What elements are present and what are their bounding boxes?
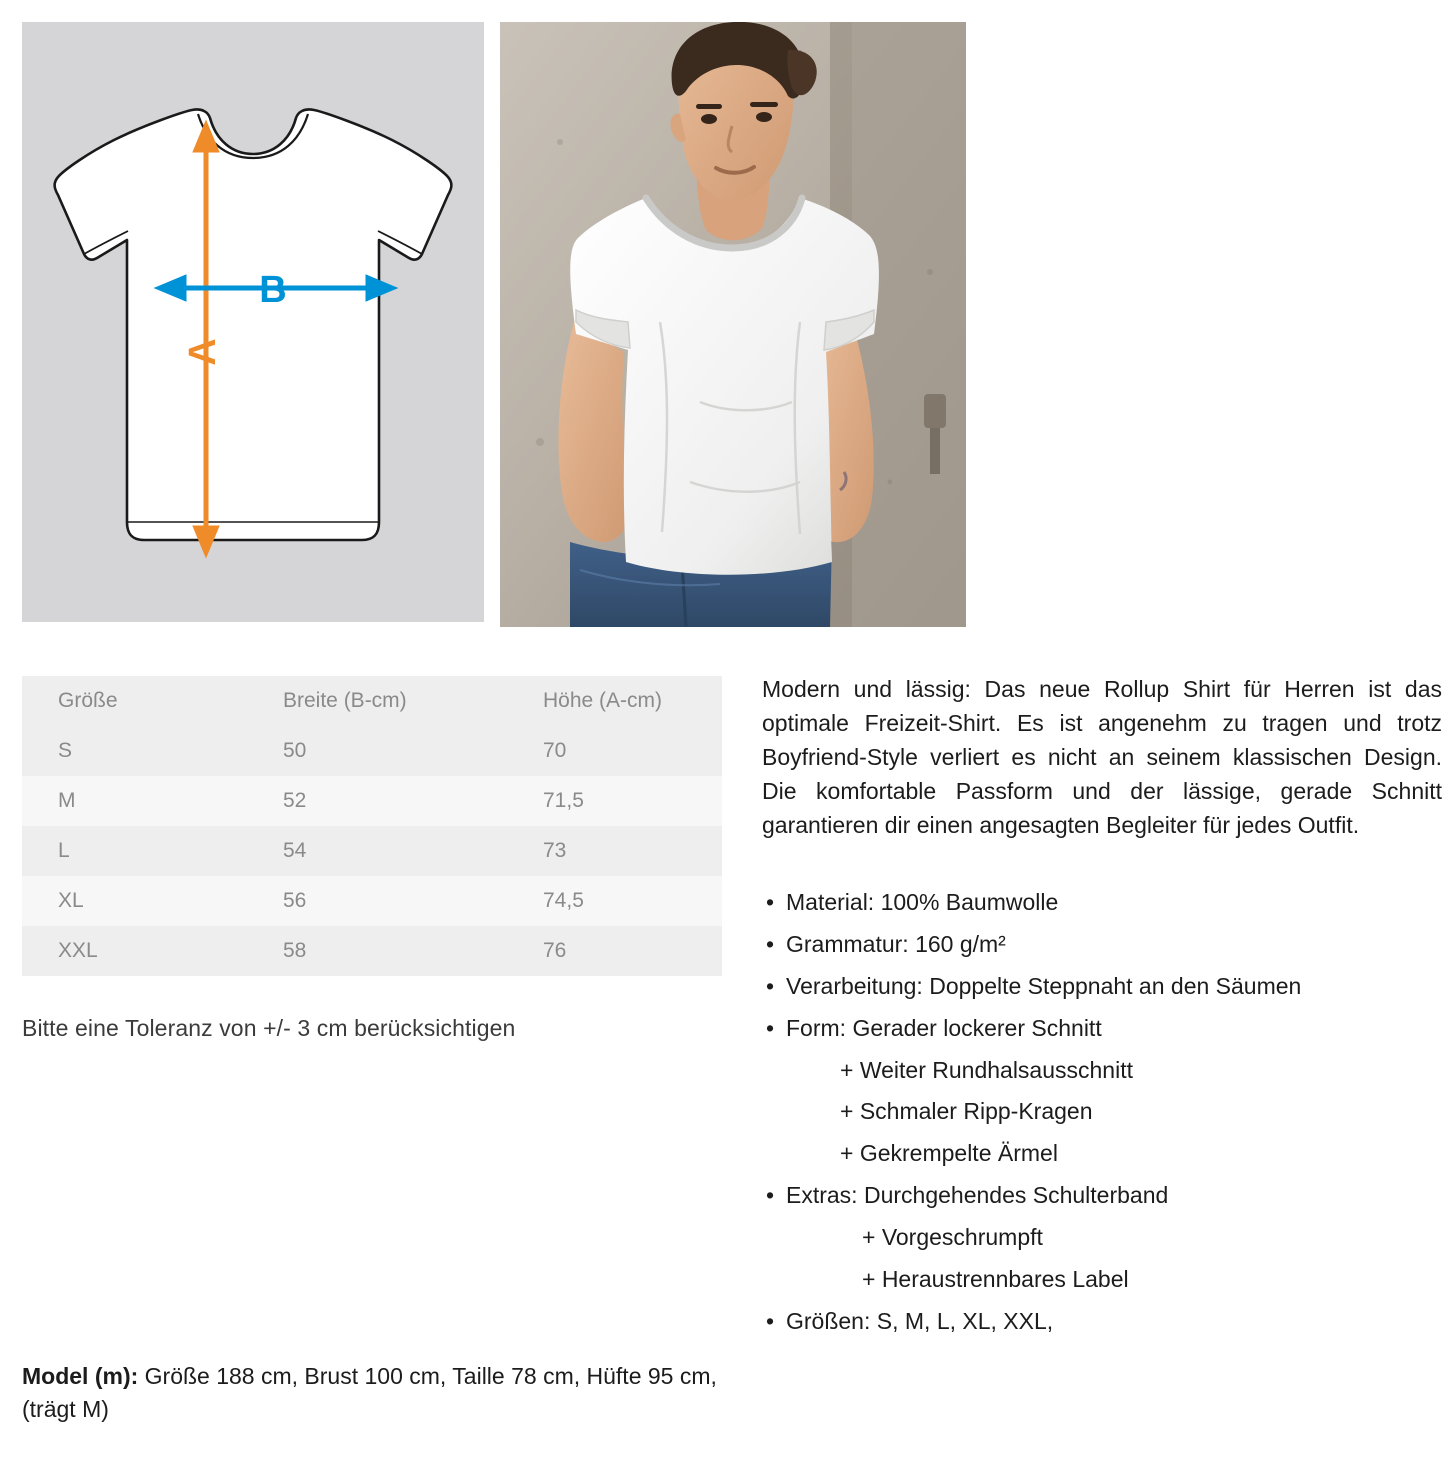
description-column bbox=[762, 672, 1442, 1343]
list-item: • Verarbeitung: Doppelte Steppnaht an den Säumen bbox=[762, 966, 1442, 1008]
product-description: Modern und lässig: Das neue Rollup Shirt für Herren ist das optimale Freizeit-Shirt. Es ist angenehm zu tragen und trotz Boyfriend-Style verliert es nicht an seinem klassischen Design. Die komfortable Passform und der lässige, gerade Schnitt garantieren dir einen angesagten Begleiter für jedes Outfit. bbox=[762, 676, 1442, 839]
cell-height: 76 bbox=[543, 939, 567, 962]
table-row bbox=[22, 926, 722, 976]
column-header-height: Höhe (A-cm) bbox=[507, 676, 722, 726]
table-header-row bbox=[22, 676, 722, 726]
cell-size: M bbox=[58, 789, 76, 812]
cell-width: 50 bbox=[283, 739, 307, 762]
cell-size: XL bbox=[58, 889, 84, 912]
list-item: • Größen: S, M, L, XL, XXL, bbox=[762, 1301, 1442, 1343]
list-item: + Gekrempelte Ärmel bbox=[840, 1140, 1058, 1167]
cell-size: S bbox=[58, 739, 73, 762]
tshirt-measure-diagram bbox=[22, 22, 484, 622]
size-table-wrap bbox=[22, 676, 722, 976]
list-item: + Vorgeschrumpft bbox=[862, 1224, 1043, 1251]
cell-width: 54 bbox=[283, 839, 307, 862]
table-row bbox=[22, 776, 722, 826]
model-note-text: Größe 188 cm, Brust 100 cm, Taille 78 cm, Hüfte 95 cm, (trägt M) bbox=[22, 1363, 717, 1422]
list-item: + Heraustrennbares Label bbox=[862, 1265, 1129, 1292]
model-note bbox=[22, 1360, 737, 1425]
list-item: • Grammatur: 160 g/m² bbox=[762, 924, 1442, 966]
table-row bbox=[22, 876, 722, 926]
list-item: • Extras: Durchgehendes Schulterband bbox=[762, 1175, 1442, 1217]
model-note-label: Model (m): bbox=[22, 1363, 139, 1389]
cell-width: 52 bbox=[283, 789, 307, 812]
tolerance-note: Bitte eine Toleranz von +/- 3 cm berücksichtigen bbox=[22, 1015, 516, 1041]
cell-width: 58 bbox=[283, 939, 307, 962]
model-photo bbox=[500, 22, 966, 627]
media-row bbox=[22, 22, 1432, 627]
cell-height: 70 bbox=[543, 739, 567, 762]
cell-height: 71,5 bbox=[543, 789, 584, 812]
cell-width: 56 bbox=[283, 889, 307, 912]
spec-list bbox=[762, 882, 1442, 1342]
cell-height: 74,5 bbox=[543, 889, 584, 912]
list-item: + Schmaler Ripp-Kragen bbox=[840, 1098, 1093, 1125]
list-item: • Material: 100% Baumwolle bbox=[762, 882, 1442, 924]
width-label: B bbox=[259, 269, 287, 311]
size-table bbox=[22, 676, 722, 976]
cell-size: L bbox=[58, 839, 70, 862]
cell-height: 73 bbox=[543, 839, 567, 862]
model-photo-illustration bbox=[500, 22, 966, 627]
cell-size: XXL bbox=[58, 939, 98, 962]
size-diagram-panel bbox=[22, 22, 484, 622]
list-item: + Weiter Rundhalsausschnitt bbox=[840, 1056, 1133, 1083]
list-item: • Form: Gerader lockerer Schnitt bbox=[762, 1008, 1442, 1050]
column-header-size: Größe bbox=[22, 676, 247, 726]
height-label: A bbox=[182, 338, 224, 366]
table-row bbox=[22, 826, 722, 876]
table-row bbox=[22, 726, 722, 776]
column-header-width: Breite (B-cm) bbox=[247, 676, 507, 726]
